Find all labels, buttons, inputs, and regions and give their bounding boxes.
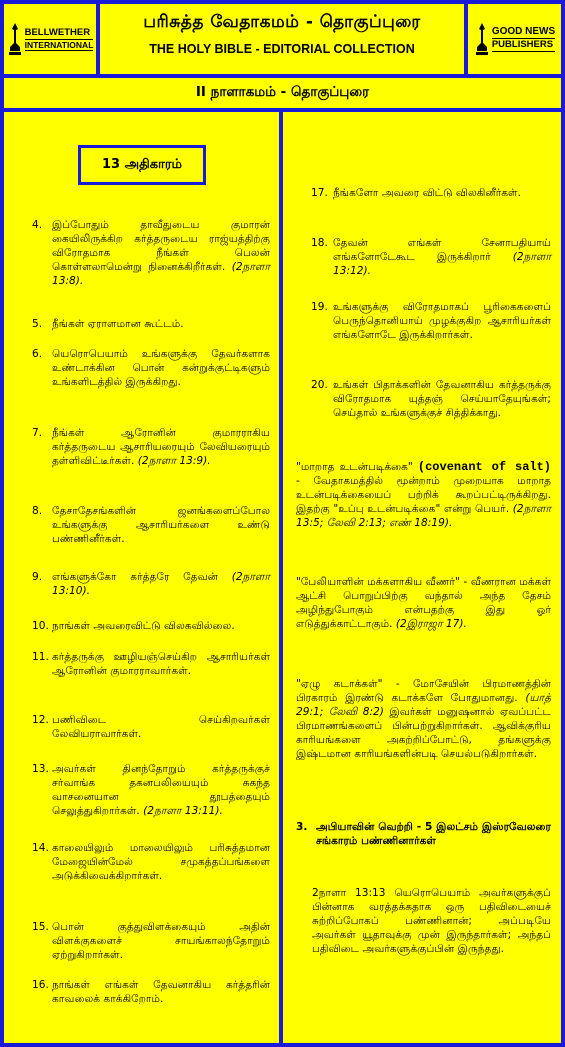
- left-logo-cell: [4, 4, 96, 74]
- lamp-icon: [474, 21, 490, 57]
- section-3-title: அபியாவின் வெற்றி - 5 இலட்சம் இஸ்ரவேலரை சங்காரம் பண்ணினார்கள்: [316, 821, 551, 847]
- verse-item: [32, 978, 270, 1006]
- verse-ref: (2நாளா 13:9).: [137, 455, 211, 467]
- verse-body: நீங்கள் ஏராளமான கூட்டம்.: [52, 318, 184, 330]
- vain-men-text: "பேலியாளின் மக்களாகிய வீணர்" - வீணரான மக்கள் ஆட்சி பொறுப்பிற்கு வந்தால் அந்த தேசம் அழிந்துபோகும் என்பதற்கு இது ஓர் எடுத்துக்காட்டாகும்.: [296, 576, 551, 630]
- verse-text: [52, 762, 270, 818]
- verse-number: 15.: [32, 921, 49, 933]
- verse-body: காலையிலும் மாலையிலும் பரிசுத்தமான மேஜையின்மேல் சமுகத்தப்பங்களை அடுக்கிவைக்கிறார்கள்.: [52, 842, 270, 882]
- verse-ref: (2நாளா 13:11).: [143, 805, 223, 817]
- verse-number: 8.: [32, 505, 43, 517]
- final-text: யெரொபெயாம் அவர்களுக்குப் பின்னாக வரத்தக்கதாக ஒரு பதிவிடையைச் சுற்றிப்போகப் பண்ணினான்; அப்படியே அவர்கள் யூதாவுக்கு முன் இருந்தார்கள்; அந்தப் பதிவிடை அவர்களுக்குப்பின் இருந்தது.: [312, 887, 551, 955]
- verse-item: [32, 713, 270, 741]
- verse-body: அவர்கள் தினந்தோறும் கர்த்தருக்குச் சர்வாங்க தகனபலியையும் சுகந்த வாசனையான தூபத்தையும் செலுத்துகிறார்கள்.: [52, 763, 270, 817]
- verse-body: எங்களுக்கோ கர்த்தரே தேவன்: [52, 571, 218, 583]
- verse-body: தேசாதேசங்களின் ஜனங்களைப்போல உங்களுக்கு ஆசாரியர்களை உண்டு பண்ணினீர்கள்.: [52, 505, 270, 545]
- verse-item: [311, 300, 551, 342]
- covenant-paragraph: [296, 460, 551, 530]
- covenant-text: - வேதாகமத்தில் மூன்றாம் முறையாக மாறாத உடன்படிக்கையைப் பற்றிக் கூறப்பட்டிருக்கிறது. இதற்கு "உப்பு உடன்படிக்கை" என்று பெயர்.: [296, 475, 551, 515]
- title-tamil: பரிசுத்த வேதாகமம் - தொகுப்புரை: [143, 12, 421, 32]
- verse-number: 5.: [32, 318, 43, 330]
- verse-number: 16.: [32, 979, 49, 991]
- verse-body: பொன் குத்துவிளக்கையும் அதின் விளக்குகளைச் சாயங்காலந்தோறும் ஏற்றுகிறார்கள்.: [52, 921, 270, 961]
- verse-number: 4.: [32, 219, 43, 231]
- verse-body: உங்களுக்கு விரோதமாகப் பூரிகைகளைப் பெருந்தொனியாய் முழக்குகிற ஆசாரியர்கள் எங்களோடே இருக்கிறார்கள்.: [333, 301, 551, 341]
- logo-line2: PUBLISHERS: [492, 39, 555, 52]
- verse-text: [52, 317, 184, 331]
- verse-item: [32, 570, 270, 598]
- subtitle: II நாளாகமம் - தொகுப்புரை: [195, 84, 370, 100]
- verse-body: நீங்கள் ஆரோனின் குமாரராகிய கர்த்தருடைய ஆசாரியரையும் லேவியரையும் தள்ளிவிட்டீர்கள்.: [52, 427, 270, 467]
- lamp-icon: [7, 21, 23, 57]
- right-logo-cell: [468, 4, 561, 74]
- verse-number: 9.: [32, 571, 43, 583]
- bellwether-logo: [7, 21, 94, 57]
- goodnews-logo: [474, 21, 555, 57]
- verse-body: உங்கள் பிதாக்களின் தேவனாகிய கர்த்தருக்கு விரோதமாக யுத்தஞ் செய்யாதேயுங்கள்; செய்தால் உங்களுக்குச் சித்திக்காது.: [333, 379, 551, 419]
- verse-body: யெரொபெயாம் உங்களுக்கு தேவர்களாக உண்டாக்கின பொன் கன்றுக்குட்டிகளும் உங்களிடத்தில் இருக்கிறது.: [52, 348, 270, 388]
- verse-item: [32, 504, 270, 546]
- verse-item: [311, 236, 551, 278]
- verse-text: [52, 504, 270, 546]
- verse-item: [32, 218, 270, 288]
- seven-rams-text2: இவர்கள் மனுஷனால் ஏவப்பட்ட பிரமாணங்களைப் பின்பற்றுகிறார்கள். ஆவிக்குரிய காரியங்களை அகற்றிப்போட்டு, தங்களுக்கு இஷ்டமான காரியங்களின்படி செயல்படுகிறார்கள்.: [296, 706, 551, 760]
- verse-item: [32, 762, 270, 818]
- verse-item: [32, 920, 270, 962]
- logo-line1: GOOD NEWS: [491, 26, 556, 38]
- verse-body: தேவன் எங்கள் சேனாபதியாய் எங்களோடேகூட இருக்கிறார்: [333, 237, 551, 263]
- section-3-num: 3.: [296, 821, 308, 833]
- verse-text: [333, 378, 551, 420]
- verse-number: 17.: [311, 187, 328, 199]
- verse-body: இப்போதும் தாவீதுடைய குமாரன் கையிலிருக்கிற கர்த்தருடைய ராஜ்யத்திற்கு விரோதமாக நீங்கள் பெலன் கொள்ளலாமென்று நினைக்கிறீர்கள்.: [52, 219, 270, 273]
- verse-ref: (2நாளா 13:8).: [52, 261, 270, 287]
- verse-item: [32, 841, 270, 883]
- verse-text: [52, 920, 270, 962]
- verse-number: 12.: [32, 714, 49, 726]
- verse-number: 10.: [32, 620, 49, 632]
- verse-body: நீங்களோ அவரை விட்டு விலகினீர்கள்.: [333, 187, 521, 199]
- verse-text: [52, 570, 270, 598]
- section-3-heading: [296, 820, 551, 848]
- verse-body: நாங்கள் அவரைவிட்டு விலகவில்லை.: [52, 620, 235, 632]
- final-ref: 2நாளா 13:13: [312, 887, 386, 899]
- verse-number: 19.: [311, 301, 328, 313]
- verse-text: [52, 426, 270, 468]
- logo-line1: BELLWETHER: [25, 27, 94, 40]
- verse-number: 11.: [32, 651, 49, 663]
- verse-text: [52, 218, 270, 288]
- verse-item: [311, 378, 551, 420]
- title-english: THE HOLY BIBLE - EDITORIAL COLLECTION: [149, 42, 415, 56]
- verse-item: [32, 650, 270, 678]
- verse-item: [311, 186, 551, 200]
- subtitle-bar: [4, 78, 561, 108]
- verse-text: [52, 713, 270, 741]
- verse-text: [52, 650, 270, 678]
- covenant-ref: (2நாளா 13:5; லேவி 2:13; எண் 18:19).: [296, 503, 552, 529]
- verse-text: [333, 186, 521, 200]
- vain-men-ref: (2இராஜா 17).: [395, 618, 467, 630]
- verse-text: [52, 978, 270, 1006]
- verse-body: நாங்கள் எங்கள் தேவனாகிய கர்த்தரின் காவலைக் காக்கிறோம்.: [52, 979, 270, 1005]
- verse-body: பணிவிடை செய்கிறவர்கள் லேவியராவார்கள்.: [52, 714, 270, 740]
- verse-text: [52, 619, 235, 633]
- seven-rams-paragraph: [296, 677, 551, 761]
- verse-ref: (2நாளா 13:12).: [333, 251, 551, 277]
- covenant-quote: "மாறாத உடன்படிக்கை": [296, 461, 413, 473]
- verse-item: [32, 347, 270, 389]
- chapter-label: 13 அதிகாரம்: [78, 145, 206, 185]
- verse-text: [52, 841, 270, 883]
- seven-rams-text: "ஏழு கடாக்கள்" - மோசேயின் பிரமாணத்தின் பிரகாரம் இரண்டு கடாக்களே போதுமானது.: [296, 678, 551, 704]
- verse-item: [32, 619, 270, 633]
- verse-item: [32, 317, 270, 331]
- final-paragraph: [312, 886, 551, 956]
- verse-number: 18.: [311, 237, 328, 249]
- verse-number: 14.: [32, 842, 49, 854]
- verse-number: 6.: [32, 348, 43, 360]
- verse-number: 13.: [32, 763, 49, 775]
- verse-number: 7.: [32, 427, 43, 439]
- title-cell: [100, 4, 464, 74]
- seven-rams-ref: (யாத் 29:1; லேவி 8:2): [296, 692, 551, 718]
- verse-item: [32, 426, 270, 468]
- logo-line2: INTERNATIONAL: [24, 39, 94, 50]
- vain-men-paragraph: [296, 575, 551, 631]
- verse-number: 20.: [311, 379, 328, 391]
- covenant-english: (covenant of salt): [417, 460, 552, 474]
- verse-body: கர்த்தருக்கு ஊழியஞ்செய்கிற ஆசாரியர்கள் ஆரோனின் குமாரராவார்கள்.: [52, 651, 270, 677]
- verse-text: [333, 236, 551, 278]
- verse-text: [333, 300, 551, 342]
- verse-ref: (2நாளா 13:10).: [52, 571, 270, 597]
- verse-text: [52, 347, 270, 389]
